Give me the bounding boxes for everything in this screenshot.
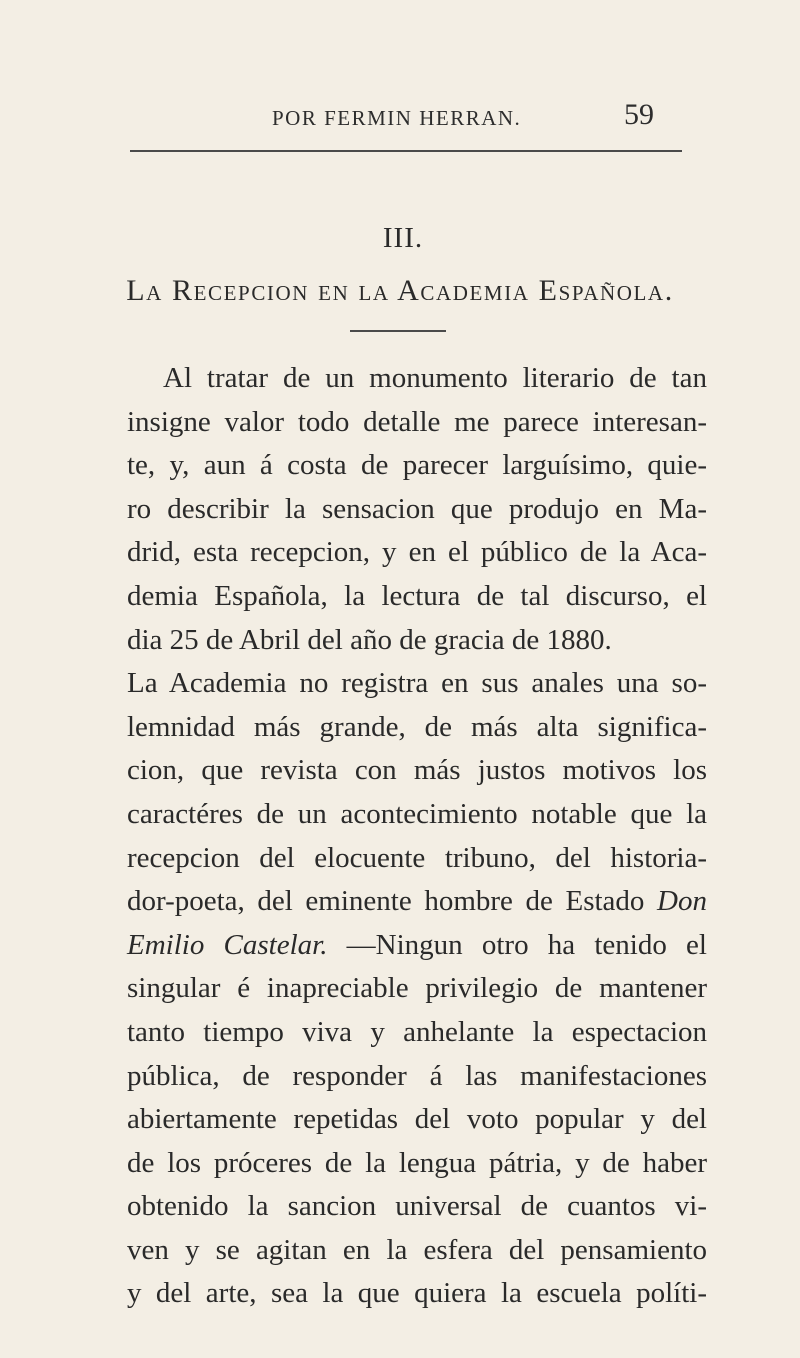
- section-title: La Recepcion en la Academia Española.: [126, 274, 674, 307]
- text-line: ro describir la sensacion que produjo en Ma-: [127, 492, 707, 525]
- text-line: drid, esta recepcion, y en el público de la Aca-: [127, 536, 707, 569]
- section-number: III.: [382, 222, 424, 254]
- text-line: de los próceres de la lengua pátria, y de haber: [127, 1146, 707, 1179]
- italic-don: Don: [657, 885, 707, 918]
- text-line: cion, que revista con más justos motivos los: [127, 754, 707, 787]
- text-line: ven y se agitan en la esfera del pensamiento: [127, 1233, 707, 1266]
- text-line: abiertamente repetidas del voto popular y del: [127, 1103, 707, 1136]
- text-line: Al tratar de un monumento literario de tan: [163, 362, 707, 394]
- text-line: caractéres de un acontecimiento notable que la: [127, 797, 707, 830]
- text-line: insigne valor todo detalle me parece interesan-: [127, 405, 707, 438]
- title-rule: [350, 330, 446, 332]
- text-line-with-italic: [127, 924, 707, 968]
- text-line: recepcion del elocuente tribuno, del historia-: [127, 841, 707, 874]
- header-rule: [130, 150, 682, 152]
- text-line: tanto tiempo viva y anhelante la espectacion: [127, 1015, 707, 1048]
- text-line: demia Española, la lectura de tal discurso, el: [127, 579, 707, 612]
- text-segment: dor-poeta, del eminente hombre de Estado: [127, 885, 645, 918]
- text-line: obtenido la sancion universal de cuantos vi-: [127, 1190, 707, 1223]
- text-line: singular é inapreciable privilegio de mantener: [127, 972, 707, 1005]
- text-line: te, y, aun á costa de parecer larguísimo, quie-: [127, 449, 707, 482]
- italic-name: Emilio Castelar.: [127, 928, 328, 961]
- text-line: La Academia no registra en sus anales una so-: [127, 667, 707, 700]
- text-line: pública, de responder á las manifestaciones: [127, 1059, 707, 1092]
- text-segment: Ningun otro ha tenido el: [375, 928, 707, 961]
- running-head: POR FERMIN HERRAN.: [272, 106, 522, 130]
- body-paragraph: [127, 357, 707, 1316]
- text-line: lemnidad más grande, de más alta significa-: [127, 710, 707, 743]
- em-dash: —: [327, 928, 376, 961]
- page-number: 59: [624, 98, 654, 131]
- text-line: dia 25 de Abril del año de gracia de 1880.: [127, 623, 612, 656]
- text-line: y del arte, sea la que quiera la escuela políti-: [127, 1277, 707, 1310]
- text-line-with-italic: [127, 880, 707, 924]
